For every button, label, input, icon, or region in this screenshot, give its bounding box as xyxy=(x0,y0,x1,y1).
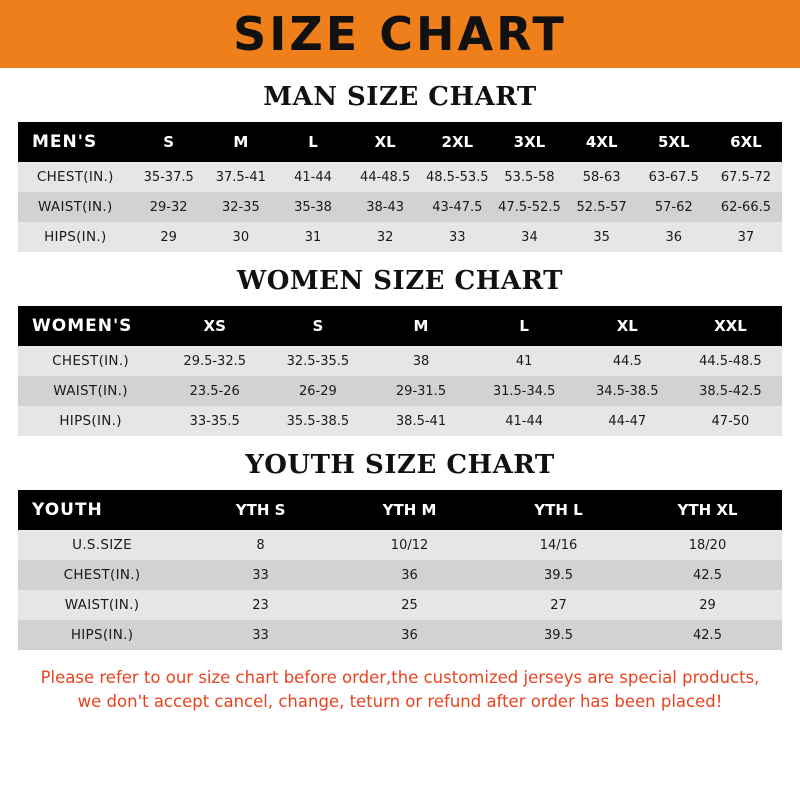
table-cell: 32 xyxy=(349,222,421,252)
table-cell: 29 xyxy=(633,590,782,620)
men-header-cell: 2XL xyxy=(421,122,493,162)
women-header-cell: M xyxy=(369,306,472,346)
table-cell: 30 xyxy=(205,222,277,252)
table-cell: 38.5-42.5 xyxy=(679,376,782,406)
women-header-cell: XL xyxy=(576,306,679,346)
youth-table-header xyxy=(18,490,782,530)
youth-header-cell: YTH S xyxy=(186,490,335,530)
table-cell: 23 xyxy=(186,590,335,620)
table-cell: 8 xyxy=(186,530,335,560)
row-label: CHEST(IN.) xyxy=(18,346,163,376)
section-title-men: MAN SIZE CHART xyxy=(263,82,537,112)
women-header-cell: L xyxy=(473,306,576,346)
youth-header-label: YOUTH xyxy=(18,490,186,530)
table-cell: 48.5-53.5 xyxy=(421,162,493,192)
table-cell: 39.5 xyxy=(484,620,633,650)
table-cell: 34.5-38.5 xyxy=(576,376,679,406)
table-cell: 57-62 xyxy=(638,192,710,222)
table-row xyxy=(18,346,782,376)
section-title-women: WOMEN SIZE CHART xyxy=(237,266,563,296)
table-cell: 63-67.5 xyxy=(638,162,710,192)
men-header-cell: 4XL xyxy=(566,122,638,162)
page-title: SIZE CHART xyxy=(233,7,567,61)
table-cell: 31.5-34.5 xyxy=(473,376,576,406)
women-size-table xyxy=(18,306,782,436)
table-row xyxy=(18,162,782,192)
table-cell: 44.5 xyxy=(576,346,679,376)
row-label: WAIST(IN.) xyxy=(18,376,163,406)
men-header-cell: XL xyxy=(349,122,421,162)
table-cell: 25 xyxy=(335,590,484,620)
men-table-header xyxy=(18,122,782,162)
table-cell: 14/16 xyxy=(484,530,633,560)
table-cell: 36 xyxy=(335,560,484,590)
table-cell: 38-43 xyxy=(349,192,421,222)
table-cell: 52.5-57 xyxy=(566,192,638,222)
table-header-row xyxy=(18,490,782,530)
footer-note-line-2: we don't accept cancel, change, teturn or refund after order has been placed! xyxy=(77,691,723,711)
row-label: HIPS(IN.) xyxy=(18,406,163,436)
table-row xyxy=(18,590,782,620)
table-cell: 44-47 xyxy=(576,406,679,436)
row-label: U.S.SIZE xyxy=(18,530,186,560)
women-table-body xyxy=(18,346,782,436)
men-header-cell: 6XL xyxy=(710,122,782,162)
table-cell: 29 xyxy=(133,222,205,252)
table-cell: 53.5-58 xyxy=(493,162,565,192)
table-row xyxy=(18,192,782,222)
table-row xyxy=(18,406,782,436)
youth-header-cell: YTH L xyxy=(484,490,633,530)
youth-size-table xyxy=(18,490,782,650)
table-cell: 35-37.5 xyxy=(133,162,205,192)
table-cell: 32.5-35.5 xyxy=(266,346,369,376)
table-cell: 35.5-38.5 xyxy=(266,406,369,436)
table-cell: 41-44 xyxy=(473,406,576,436)
youth-header-cell: YTH M xyxy=(335,490,484,530)
section-women xyxy=(18,266,782,436)
section-youth xyxy=(18,450,782,650)
table-cell: 35 xyxy=(566,222,638,252)
table-cell: 33-35.5 xyxy=(163,406,266,436)
table-cell: 33 xyxy=(421,222,493,252)
table-header-row xyxy=(18,306,782,346)
table-cell: 35-38 xyxy=(277,192,349,222)
table-cell: 18/20 xyxy=(633,530,782,560)
row-label: WAIST(IN.) xyxy=(18,192,133,222)
table-row xyxy=(18,222,782,252)
row-label: HIPS(IN.) xyxy=(18,620,186,650)
table-cell: 27 xyxy=(484,590,633,620)
youth-header-cell: YTH XL xyxy=(633,490,782,530)
row-label: WAIST(IN.) xyxy=(18,590,186,620)
women-table-header xyxy=(18,306,782,346)
table-cell: 58-63 xyxy=(566,162,638,192)
table-cell: 26-29 xyxy=(266,376,369,406)
men-header-cell: M xyxy=(205,122,277,162)
table-cell: 31 xyxy=(277,222,349,252)
row-label: CHEST(IN.) xyxy=(18,560,186,590)
table-cell: 47.5-52.5 xyxy=(493,192,565,222)
table-cell: 41 xyxy=(473,346,576,376)
men-table-body xyxy=(18,162,782,252)
table-row xyxy=(18,560,782,590)
table-cell: 36 xyxy=(335,620,484,650)
row-label: HIPS(IN.) xyxy=(18,222,133,252)
page-banner xyxy=(0,0,800,68)
table-cell: 33 xyxy=(186,560,335,590)
men-header-cell: S xyxy=(133,122,205,162)
section-title-youth: YOUTH SIZE CHART xyxy=(245,450,555,480)
table-cell: 42.5 xyxy=(633,620,782,650)
table-cell: 29-31.5 xyxy=(369,376,472,406)
table-cell: 37 xyxy=(710,222,782,252)
table-cell: 32-35 xyxy=(205,192,277,222)
table-row xyxy=(18,620,782,650)
table-cell: 10/12 xyxy=(335,530,484,560)
table-cell: 42.5 xyxy=(633,560,782,590)
table-cell: 29.5-32.5 xyxy=(163,346,266,376)
table-cell: 33 xyxy=(186,620,335,650)
table-cell: 67.5-72 xyxy=(710,162,782,192)
table-cell: 43-47.5 xyxy=(421,192,493,222)
table-cell: 29-32 xyxy=(133,192,205,222)
men-header-label: MEN'S xyxy=(18,122,133,162)
table-cell: 34 xyxy=(493,222,565,252)
table-cell: 47-50 xyxy=(679,406,782,436)
men-header-cell: L xyxy=(277,122,349,162)
women-header-cell: S xyxy=(266,306,369,346)
table-cell: 44.5-48.5 xyxy=(679,346,782,376)
table-cell: 41-44 xyxy=(277,162,349,192)
women-header-cell: XXL xyxy=(679,306,782,346)
youth-table-body xyxy=(18,530,782,650)
men-header-cell: 3XL xyxy=(493,122,565,162)
section-men xyxy=(18,82,782,252)
table-cell: 62-66.5 xyxy=(710,192,782,222)
men-size-table xyxy=(18,122,782,252)
table-cell: 39.5 xyxy=(484,560,633,590)
table-cell: 23.5-26 xyxy=(163,376,266,406)
row-label: CHEST(IN.) xyxy=(18,162,133,192)
table-header-row xyxy=(18,122,782,162)
table-cell: 38.5-41 xyxy=(369,406,472,436)
table-row xyxy=(18,376,782,406)
table-cell: 37.5-41 xyxy=(205,162,277,192)
table-cell: 44-48.5 xyxy=(349,162,421,192)
footer-note xyxy=(18,666,782,714)
women-header-label: WOMEN'S xyxy=(18,306,163,346)
table-cell: 38 xyxy=(369,346,472,376)
table-cell: 36 xyxy=(638,222,710,252)
table-row xyxy=(18,530,782,560)
men-header-cell: 5XL xyxy=(638,122,710,162)
content-area xyxy=(0,82,800,714)
women-header-cell: XS xyxy=(163,306,266,346)
footer-note-line-1: Please refer to our size chart before order,the customized jerseys are special products, xyxy=(40,668,760,687)
